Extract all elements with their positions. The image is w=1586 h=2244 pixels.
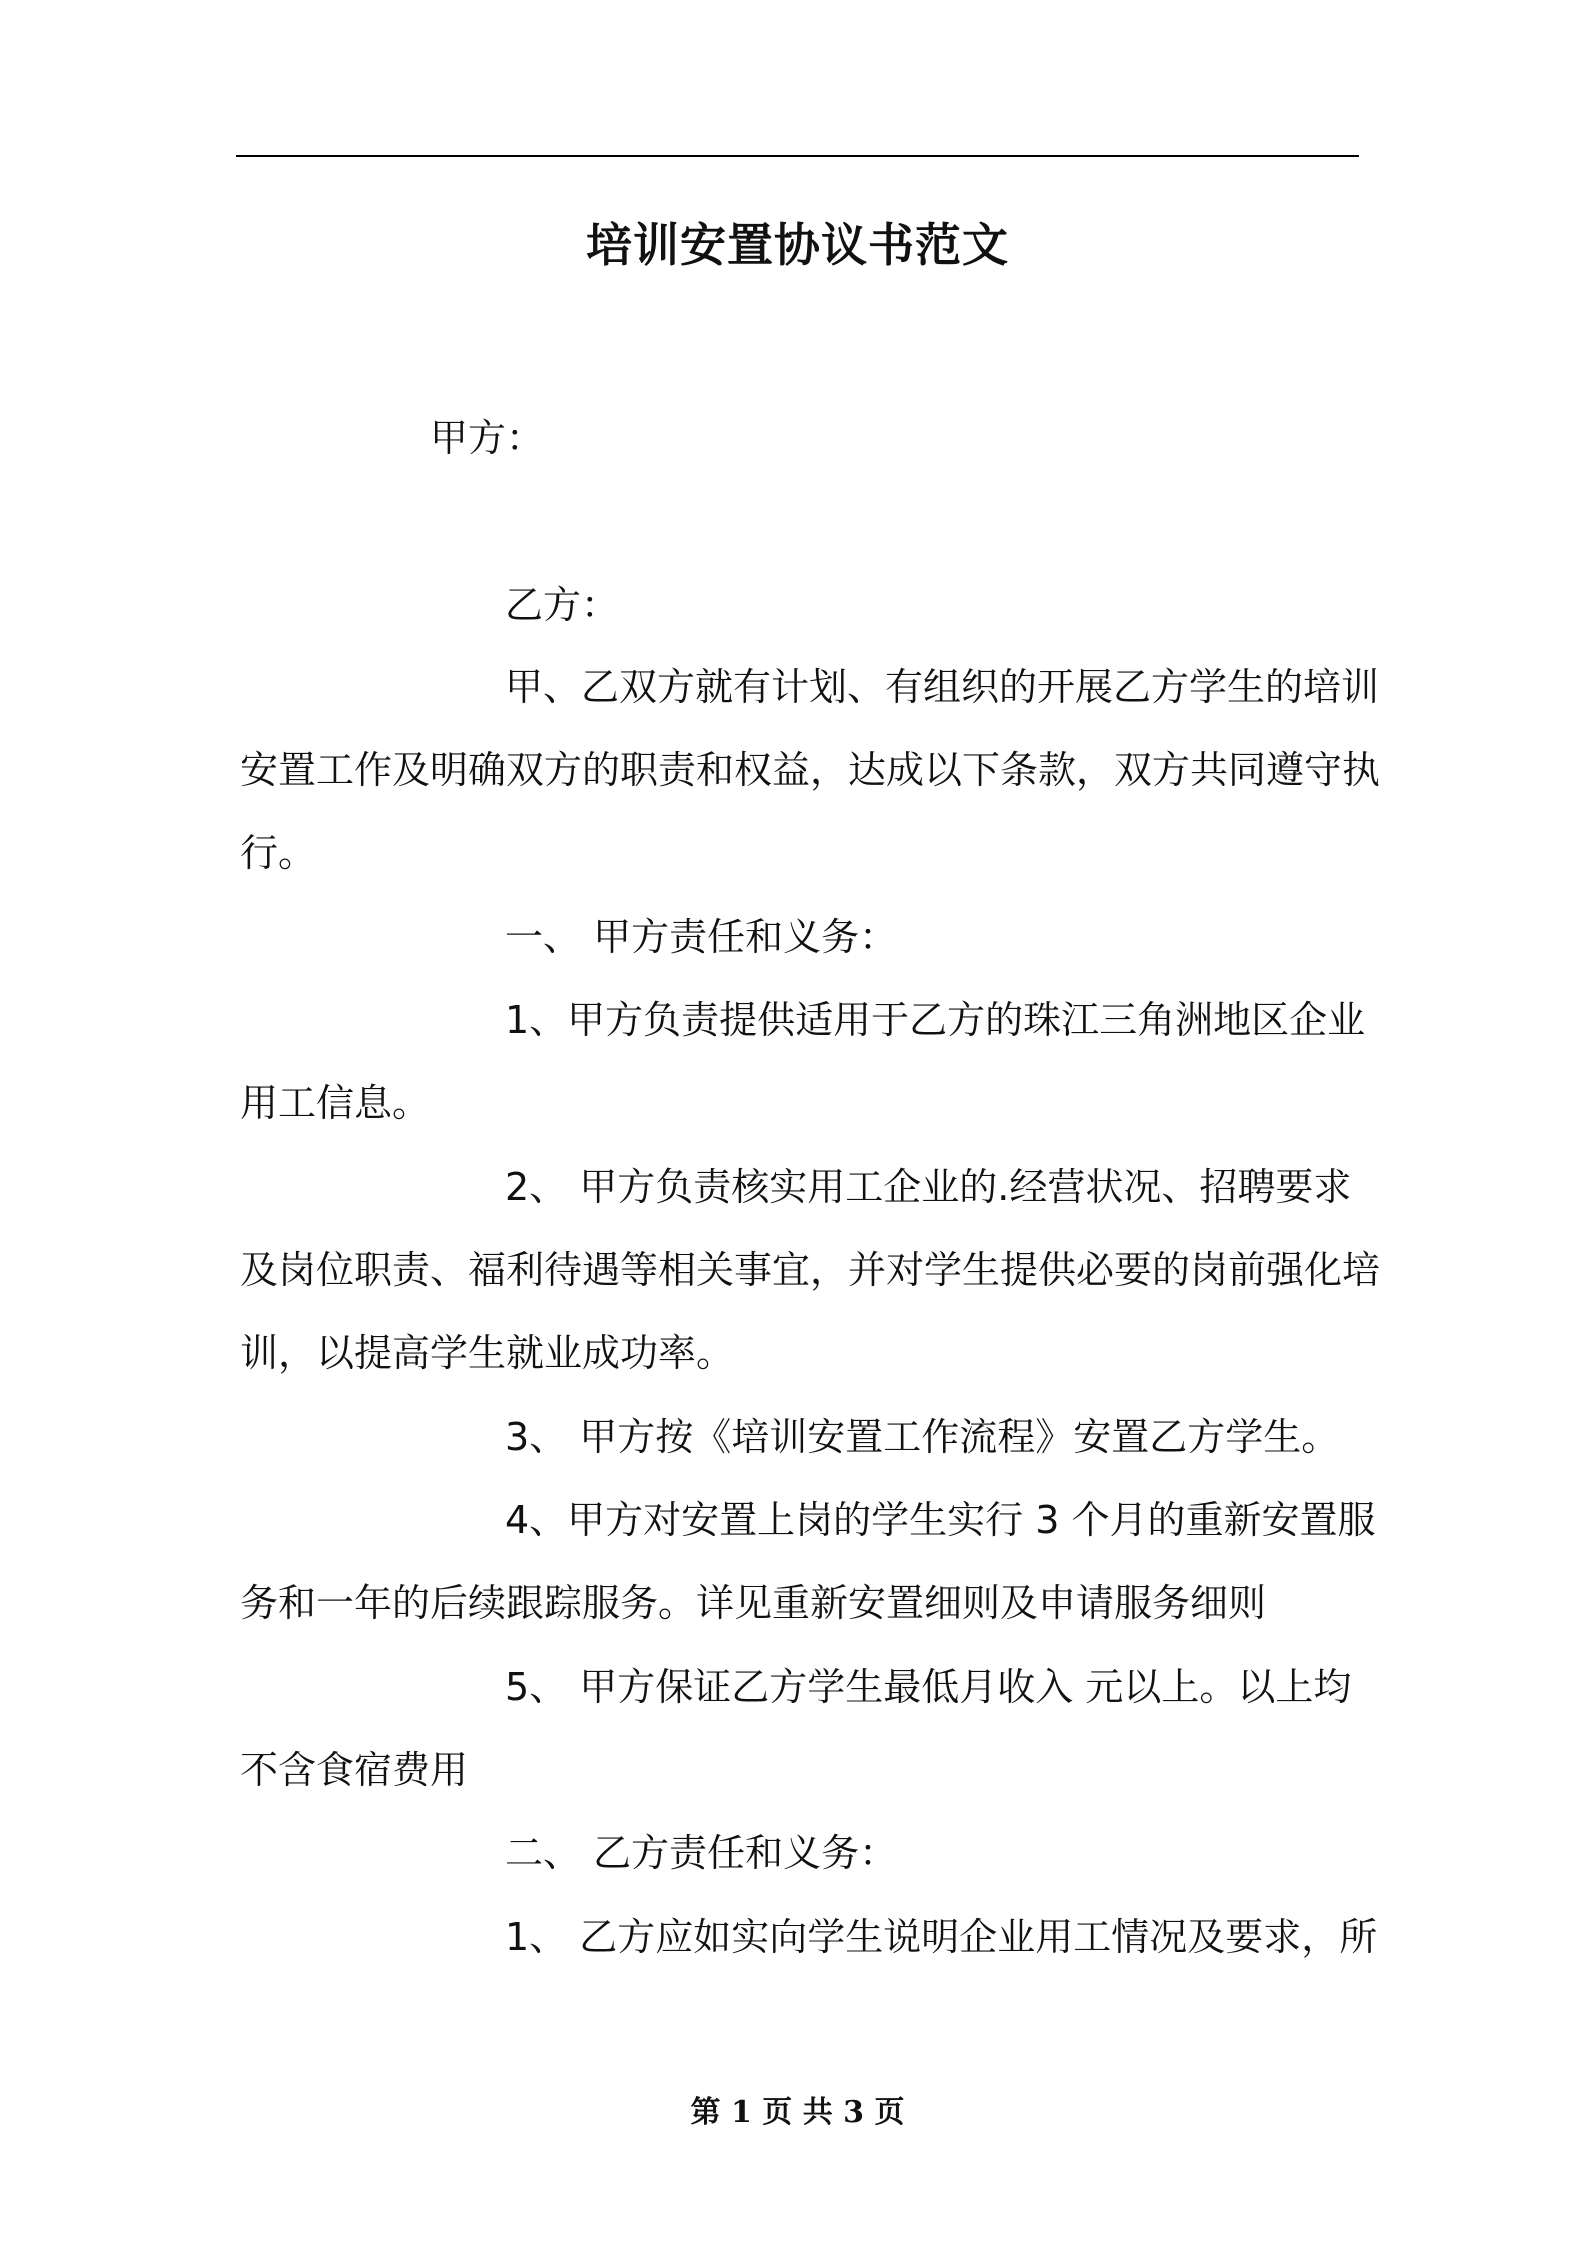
party-b-label: 乙方： [505, 583, 620, 627]
page-number: 第 1 页 共 3 页 [690, 2095, 905, 2130]
paragraph-line: 2、 甲方负责核实用工企业的.经营状况、招聘要求 [505, 1165, 1352, 1209]
paragraph-line: 训，以提高学生就业成功率。 [240, 1331, 735, 1375]
section-heading: 一、 甲方责任和义务： [505, 915, 898, 959]
paragraph-line: 安置工作及明确双方的职责和权益，达成以下条款，双方共同遵守执 [240, 748, 1381, 792]
paragraph-line: 行。 [240, 831, 317, 875]
paragraph-line: 用工信息。 [240, 1081, 431, 1125]
header-rule [236, 155, 1359, 157]
page-title: 培训安置协议书范文 [586, 218, 1009, 272]
paragraph-line: 1、甲方负责提供适用于乙方的珠江三角洲地区企业 [505, 998, 1366, 1042]
paragraph-line: 务和一年的后续跟踪服务。详见重新安置细则及申请服务细则 [240, 1581, 1267, 1625]
section-heading: 二、 乙方责任和义务： [505, 1831, 898, 1875]
paragraph-line: 4、甲方对安置上岗的学生实行 3 个月的重新安置服 [505, 1498, 1376, 1542]
party-a-label: 甲方： [430, 416, 545, 460]
paragraph-line: 3、 甲方按《培训安置工作流程》安置乙方学生。 [505, 1415, 1340, 1459]
paragraph-line: 及岗位职责、福利待遇等相关事宜，并对学生提供必要的岗前强化培 [240, 1248, 1381, 1292]
paragraph-line: 不含食宿费用 [240, 1748, 469, 1792]
paragraph-line: 甲、乙双方就有计划、有组织的开展乙方学生的培训 [505, 665, 1380, 709]
paragraph-line: 5、 甲方保证乙方学生最低月收入 元以上。以上均 [505, 1665, 1352, 1709]
paragraph-line: 1、 乙方应如实向学生说明企业用工情况及要求，所 [505, 1915, 1378, 1959]
